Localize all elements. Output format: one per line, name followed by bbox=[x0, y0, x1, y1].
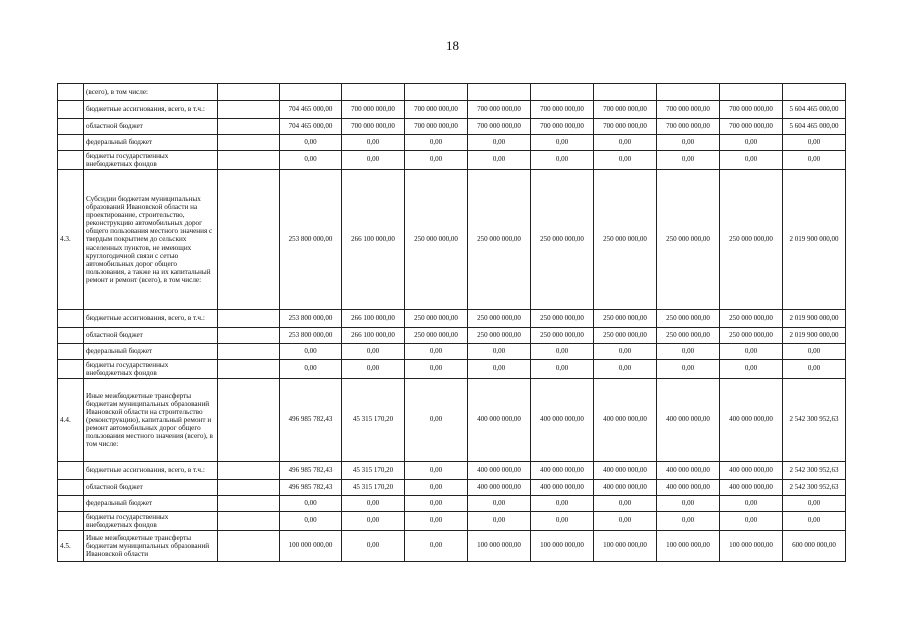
value-cell: 0,00 bbox=[280, 135, 342, 151]
row-description: Иные межбюджетные трансферты бюджетам муниципальных образований Ивановской области на строительство (реконструкцию), капитальный ремонт и ремонт автомобильных дорог общего пользования местного значения (всего), в том числе: bbox=[84, 379, 218, 462]
value-cell: 100 000 000,00 bbox=[468, 531, 531, 562]
row-number bbox=[58, 151, 84, 170]
total-value-cell: 2 019 900 000,00 bbox=[783, 170, 846, 310]
row-description: федеральный бюджет bbox=[84, 135, 218, 151]
row-description: бюджеты государственных внебюджетных фондов bbox=[84, 360, 218, 379]
row-description: бюджетные ассигнования, всего, в т.ч.: bbox=[84, 462, 218, 480]
total-value-cell: 0,00 bbox=[783, 360, 846, 379]
value-cell: 0,00 bbox=[280, 512, 342, 531]
table-row bbox=[58, 344, 846, 360]
value-cell: 0,00 bbox=[280, 344, 342, 360]
spacer-cell bbox=[218, 344, 280, 360]
row-description: федеральный бюджет bbox=[84, 496, 218, 512]
value-cell: 250 000 000,00 bbox=[531, 310, 594, 328]
value-cell: 0,00 bbox=[468, 512, 531, 531]
total-value-cell: 2 019 900 000,00 bbox=[783, 310, 846, 328]
value-cell: 0,00 bbox=[405, 135, 468, 151]
value-cell: 0,00 bbox=[594, 151, 657, 170]
spacer-cell bbox=[218, 496, 280, 512]
value-cell: 0,00 bbox=[468, 151, 531, 170]
table-row bbox=[58, 119, 846, 135]
value-cell: 0,00 bbox=[657, 344, 720, 360]
spacer-cell bbox=[218, 170, 280, 310]
spacer-cell bbox=[218, 360, 280, 379]
row-description: бюджетные ассигнования, всего, в т.ч.: bbox=[84, 310, 218, 328]
value-cell: 0,00 bbox=[594, 512, 657, 531]
value-cell: 0,00 bbox=[405, 462, 468, 480]
row-number bbox=[58, 360, 84, 379]
value-cell bbox=[657, 84, 720, 101]
value-cell: 0,00 bbox=[468, 135, 531, 151]
value-cell: 100 000 000,00 bbox=[280, 531, 342, 562]
value-cell: 0,00 bbox=[720, 151, 783, 170]
value-cell: 700 000 000,00 bbox=[531, 119, 594, 135]
row-number bbox=[58, 462, 84, 480]
table-row bbox=[58, 531, 846, 562]
value-cell: 700 000 000,00 bbox=[657, 119, 720, 135]
row-number: 4.3. bbox=[58, 170, 84, 310]
spacer-cell bbox=[218, 480, 280, 496]
value-cell: 0,00 bbox=[342, 512, 405, 531]
value-cell: 0,00 bbox=[531, 135, 594, 151]
total-value-cell: 2 019 900 000,00 bbox=[783, 328, 846, 344]
table-row bbox=[58, 360, 846, 379]
value-cell: 0,00 bbox=[280, 360, 342, 379]
value-cell: 0,00 bbox=[720, 496, 783, 512]
table-row bbox=[58, 84, 846, 101]
total-value-cell: 0,00 bbox=[783, 151, 846, 170]
value-cell: 700 000 000,00 bbox=[594, 119, 657, 135]
value-cell: 0,00 bbox=[531, 360, 594, 379]
total-value-cell: 0,00 bbox=[783, 512, 846, 531]
value-cell: 400 000 000,00 bbox=[468, 480, 531, 496]
value-cell: 0,00 bbox=[657, 135, 720, 151]
value-cell: 704 465 000,00 bbox=[280, 119, 342, 135]
value-cell: 250 000 000,00 bbox=[594, 328, 657, 344]
row-description: областной бюджет bbox=[84, 119, 218, 135]
value-cell: 250 000 000,00 bbox=[531, 170, 594, 310]
value-cell: 0,00 bbox=[594, 496, 657, 512]
value-cell: 250 000 000,00 bbox=[720, 170, 783, 310]
value-cell: 700 000 000,00 bbox=[594, 101, 657, 119]
value-cell: 700 000 000,00 bbox=[342, 101, 405, 119]
value-cell: 0,00 bbox=[657, 496, 720, 512]
value-cell: 0,00 bbox=[405, 512, 468, 531]
spacer-cell bbox=[218, 101, 280, 119]
value-cell: 0,00 bbox=[657, 360, 720, 379]
value-cell: 700 000 000,00 bbox=[342, 119, 405, 135]
table-row bbox=[58, 151, 846, 170]
row-description: бюджетные ассигнования, всего, в т.ч.: bbox=[84, 101, 218, 119]
value-cell: 0,00 bbox=[468, 344, 531, 360]
value-cell: 0,00 bbox=[280, 151, 342, 170]
total-value-cell: 0,00 bbox=[783, 135, 846, 151]
spacer-cell bbox=[218, 84, 280, 101]
row-description: бюджеты государственных внебюджетных фондов bbox=[84, 512, 218, 531]
value-cell: 400 000 000,00 bbox=[531, 379, 594, 462]
value-cell: 0,00 bbox=[468, 360, 531, 379]
page-number: 18 bbox=[446, 38, 459, 53]
value-cell: 253 800 000,00 bbox=[280, 328, 342, 344]
row-description: (всего), в том числе: bbox=[84, 84, 218, 101]
value-cell: 250 000 000,00 bbox=[531, 328, 594, 344]
value-cell: 45 315 170,20 bbox=[342, 480, 405, 496]
value-cell bbox=[720, 84, 783, 101]
value-cell: 400 000 000,00 bbox=[468, 462, 531, 480]
value-cell bbox=[280, 84, 342, 101]
row-number bbox=[58, 512, 84, 531]
value-cell: 0,00 bbox=[342, 531, 405, 562]
value-cell: 700 000 000,00 bbox=[720, 101, 783, 119]
total-value-cell: 2 542 300 952,63 bbox=[783, 480, 846, 496]
table-row bbox=[58, 170, 846, 310]
value-cell: 0,00 bbox=[405, 344, 468, 360]
spacer-cell bbox=[218, 119, 280, 135]
value-cell: 100 000 000,00 bbox=[531, 531, 594, 562]
value-cell: 0,00 bbox=[720, 360, 783, 379]
value-cell: 0,00 bbox=[342, 344, 405, 360]
value-cell: 253 800 000,00 bbox=[280, 170, 342, 310]
row-description: Иные межбюджетные трансферты бюджетам муниципальных образований Ивановской области bbox=[84, 531, 218, 562]
row-description: федеральный бюджет bbox=[84, 344, 218, 360]
value-cell: 400 000 000,00 bbox=[657, 462, 720, 480]
value-cell: 496 985 782,43 bbox=[280, 379, 342, 462]
value-cell: 700 000 000,00 bbox=[468, 119, 531, 135]
value-cell: 700 000 000,00 bbox=[531, 101, 594, 119]
value-cell: 700 000 000,00 bbox=[657, 101, 720, 119]
value-cell: 0,00 bbox=[280, 496, 342, 512]
value-cell: 400 000 000,00 bbox=[720, 379, 783, 462]
value-cell: 45 315 170,20 bbox=[342, 379, 405, 462]
total-value-cell bbox=[783, 84, 846, 101]
row-number bbox=[58, 84, 84, 101]
value-cell: 0,00 bbox=[594, 135, 657, 151]
total-value-cell: 0,00 bbox=[783, 496, 846, 512]
value-cell: 0,00 bbox=[405, 379, 468, 462]
row-number bbox=[58, 101, 84, 119]
row-number bbox=[58, 480, 84, 496]
value-cell: 250 000 000,00 bbox=[468, 170, 531, 310]
value-cell: 0,00 bbox=[405, 531, 468, 562]
row-number bbox=[58, 310, 84, 328]
value-cell: 0,00 bbox=[342, 496, 405, 512]
value-cell: 400 000 000,00 bbox=[720, 480, 783, 496]
value-cell: 0,00 bbox=[342, 135, 405, 151]
value-cell: 250 000 000,00 bbox=[405, 310, 468, 328]
table-row bbox=[58, 379, 846, 462]
value-cell: 0,00 bbox=[531, 151, 594, 170]
value-cell: 0,00 bbox=[405, 480, 468, 496]
value-cell: 253 800 000,00 bbox=[280, 310, 342, 328]
value-cell: 700 000 000,00 bbox=[468, 101, 531, 119]
value-cell: 45 315 170,20 bbox=[342, 462, 405, 480]
table-row bbox=[58, 512, 846, 531]
spacer-cell bbox=[218, 310, 280, 328]
value-cell: 700 000 000,00 bbox=[720, 119, 783, 135]
row-description: Субсидии бюджетам муниципальных образований Ивановской области на проектирование, строительство, реконструкцию автомобильных дорог общего пользования местного значения с твердым покрытием до сельских населенных пунктов, не имеющих круглогодичной связи с сетью автомобильных дорог общего пользования, а также на их капитальный ремонт и ремонт (всего), в том числе: bbox=[84, 170, 218, 310]
table-row bbox=[58, 135, 846, 151]
total-value-cell: 2 542 300 952,63 bbox=[783, 379, 846, 462]
table-row bbox=[58, 480, 846, 496]
spacer-cell bbox=[218, 462, 280, 480]
spacer-cell bbox=[218, 531, 280, 562]
value-cell: 250 000 000,00 bbox=[468, 310, 531, 328]
value-cell: 250 000 000,00 bbox=[720, 328, 783, 344]
value-cell: 0,00 bbox=[657, 151, 720, 170]
value-cell: 700 000 000,00 bbox=[405, 119, 468, 135]
value-cell: 400 000 000,00 bbox=[594, 480, 657, 496]
value-cell: 0,00 bbox=[468, 496, 531, 512]
value-cell: 250 000 000,00 bbox=[720, 310, 783, 328]
value-cell: 250 000 000,00 bbox=[594, 310, 657, 328]
total-value-cell: 5 604 465 000,00 bbox=[783, 101, 846, 119]
table-row bbox=[58, 496, 846, 512]
value-cell bbox=[342, 84, 405, 101]
total-value-cell: 0,00 bbox=[783, 344, 846, 360]
value-cell bbox=[531, 84, 594, 101]
value-cell: 0,00 bbox=[405, 360, 468, 379]
value-cell: 250 000 000,00 bbox=[468, 328, 531, 344]
row-number bbox=[58, 496, 84, 512]
value-cell: 100 000 000,00 bbox=[657, 531, 720, 562]
value-cell: 0,00 bbox=[531, 512, 594, 531]
value-cell: 0,00 bbox=[342, 360, 405, 379]
value-cell: 0,00 bbox=[531, 496, 594, 512]
value-cell: 0,00 bbox=[720, 135, 783, 151]
value-cell bbox=[405, 84, 468, 101]
row-number bbox=[58, 344, 84, 360]
value-cell: 0,00 bbox=[405, 151, 468, 170]
value-cell: 400 000 000,00 bbox=[657, 379, 720, 462]
table-body bbox=[58, 84, 846, 562]
spacer-cell bbox=[218, 328, 280, 344]
row-description: бюджеты государственных внебюджетных фондов bbox=[84, 151, 218, 170]
value-cell: 704 465 000,00 bbox=[280, 101, 342, 119]
value-cell: 400 000 000,00 bbox=[720, 462, 783, 480]
value-cell: 0,00 bbox=[342, 151, 405, 170]
spacer-cell bbox=[218, 379, 280, 462]
value-cell bbox=[468, 84, 531, 101]
value-cell: 250 000 000,00 bbox=[657, 310, 720, 328]
value-cell: 400 000 000,00 bbox=[468, 379, 531, 462]
value-cell: 400 000 000,00 bbox=[531, 462, 594, 480]
budget-table bbox=[57, 83, 846, 562]
value-cell: 266 100 000,00 bbox=[342, 310, 405, 328]
row-description: областной бюджет bbox=[84, 480, 218, 496]
value-cell: 266 100 000,00 bbox=[342, 328, 405, 344]
value-cell: 0,00 bbox=[720, 512, 783, 531]
value-cell: 400 000 000,00 bbox=[657, 480, 720, 496]
total-value-cell: 600 000 000,00 bbox=[783, 531, 846, 562]
value-cell: 250 000 000,00 bbox=[657, 170, 720, 310]
value-cell: 0,00 bbox=[720, 344, 783, 360]
value-cell: 496 985 782,43 bbox=[280, 480, 342, 496]
spacer-cell bbox=[218, 135, 280, 151]
value-cell: 266 100 000,00 bbox=[342, 170, 405, 310]
row-number: 4.5. bbox=[58, 531, 84, 562]
value-cell: 0,00 bbox=[594, 344, 657, 360]
value-cell: 250 000 000,00 bbox=[405, 328, 468, 344]
spacer-cell bbox=[218, 512, 280, 531]
value-cell: 0,00 bbox=[405, 496, 468, 512]
value-cell: 250 000 000,00 bbox=[594, 170, 657, 310]
value-cell: 100 000 000,00 bbox=[594, 531, 657, 562]
row-number bbox=[58, 119, 84, 135]
table-row bbox=[58, 462, 846, 480]
total-value-cell: 2 542 300 952,63 bbox=[783, 462, 846, 480]
value-cell: 0,00 bbox=[657, 512, 720, 531]
value-cell: 400 000 000,00 bbox=[531, 480, 594, 496]
value-cell bbox=[594, 84, 657, 101]
total-value-cell: 5 604 465 000,00 bbox=[783, 119, 846, 135]
table-row bbox=[58, 310, 846, 328]
value-cell: 496 985 782,43 bbox=[280, 462, 342, 480]
value-cell: 250 000 000,00 bbox=[657, 328, 720, 344]
row-description: областной бюджет bbox=[84, 328, 218, 344]
value-cell: 0,00 bbox=[594, 360, 657, 379]
value-cell: 400 000 000,00 bbox=[594, 462, 657, 480]
value-cell: 100 000 000,00 bbox=[720, 531, 783, 562]
table-row bbox=[58, 101, 846, 119]
spacer-cell bbox=[218, 151, 280, 170]
row-number: 4.4. bbox=[58, 379, 84, 462]
value-cell: 700 000 000,00 bbox=[405, 101, 468, 119]
value-cell: 250 000 000,00 bbox=[405, 170, 468, 310]
row-number bbox=[58, 328, 84, 344]
row-number bbox=[58, 135, 84, 151]
value-cell: 400 000 000,00 bbox=[594, 379, 657, 462]
table-row bbox=[58, 328, 846, 344]
value-cell: 0,00 bbox=[531, 344, 594, 360]
